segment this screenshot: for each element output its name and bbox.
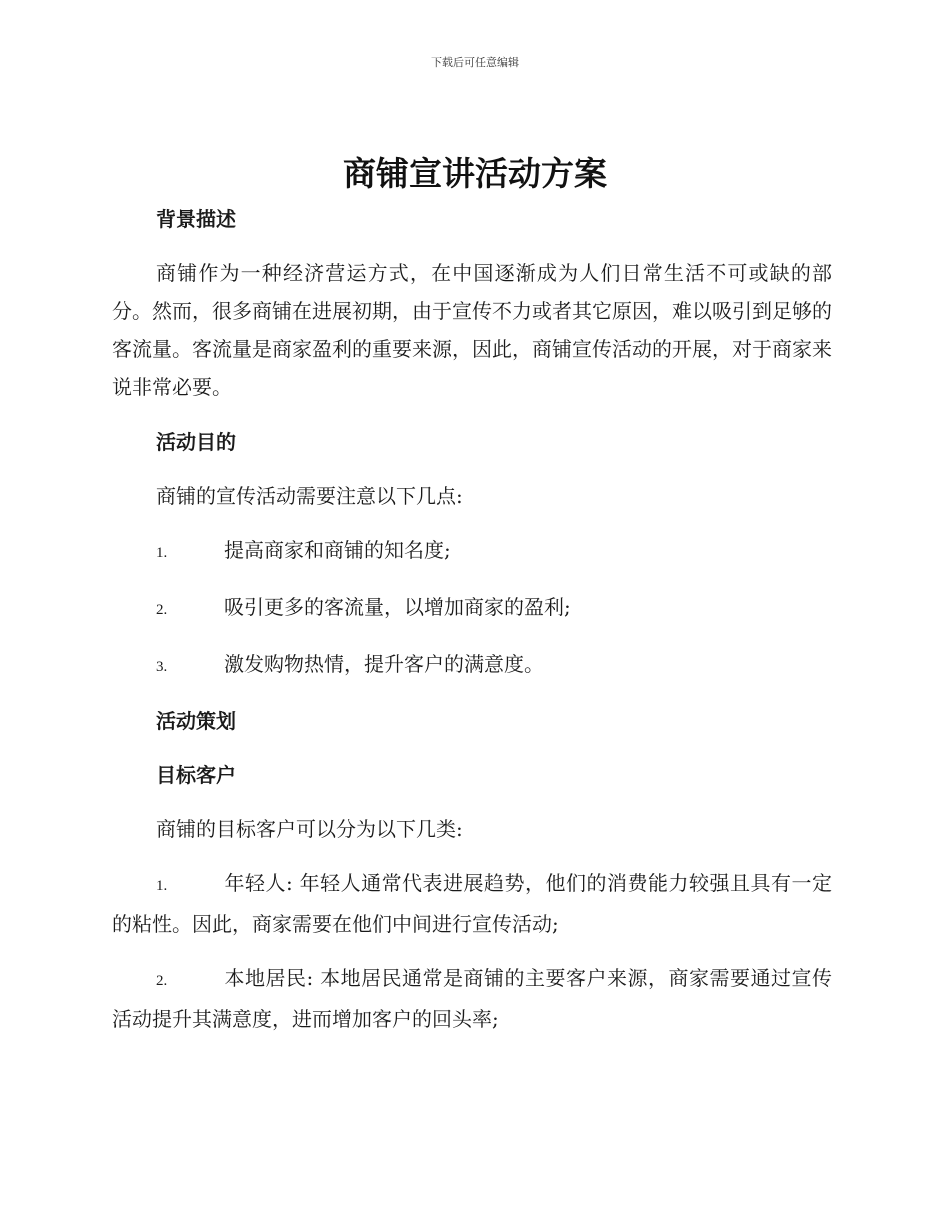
paragraph-target-intro: 商铺的目标客户可以分为以下几类: <box>156 817 463 841</box>
list-item <box>112 959 832 1038</box>
list-number: 1. <box>156 545 168 561</box>
list-number: 2. <box>156 973 168 989</box>
heading-purpose: 活动目的 <box>156 430 236 454</box>
paragraph-purpose-intro: 商铺的宣传活动需要注意以下几点: <box>156 484 463 508</box>
document-title: 商铺宣讲活动方案 <box>343 154 607 193</box>
list-item-text: 提高商家和商铺的知名度; <box>224 538 451 562</box>
list-item-text: 年轻人: 年轻人通常代表进展趋势，他们的消费能力较强且具有一定的粘性。因此，商家需要在他们中间进行宣传活动; <box>112 871 832 936</box>
document-body <box>112 200 832 1038</box>
list-item <box>112 531 832 572</box>
list-number: 1. <box>156 878 168 894</box>
heading-target-customers: 目标客户 <box>156 763 236 787</box>
list-item-text: 吸引更多的客流量，以增加商家的盈利; <box>224 595 571 619</box>
list-item-text: 本地居民: 本地居民通常是商铺的主要客户来源，商家需要通过宣传活动提升其满意度，进而增加客户的回头率; <box>112 966 832 1031</box>
list-number: 2. <box>156 602 168 618</box>
list-item-text: 激发购物热情，提升客户的满意度。 <box>224 652 544 676</box>
list-number: 3. <box>156 659 168 675</box>
list-item <box>112 864 832 943</box>
heading-background: 背景描述 <box>156 207 236 231</box>
list-item <box>112 588 832 629</box>
page-header-note: 下载后可任意编辑 <box>431 56 519 69</box>
heading-planning: 活动策划 <box>156 709 236 733</box>
paragraph-background: 商铺作为一种经济营运方式，在中国逐渐成为人们日常生活不可或缺的部分。然而，很多商铺在进展初期，由于宣传不力或者其它原因，难以吸引到足够的客流量。客流量是商家盈利的重要来源，因此，商铺宣传活动的开展，对于商家来说非常必要。 <box>112 261 832 399</box>
list-item <box>112 645 832 686</box>
